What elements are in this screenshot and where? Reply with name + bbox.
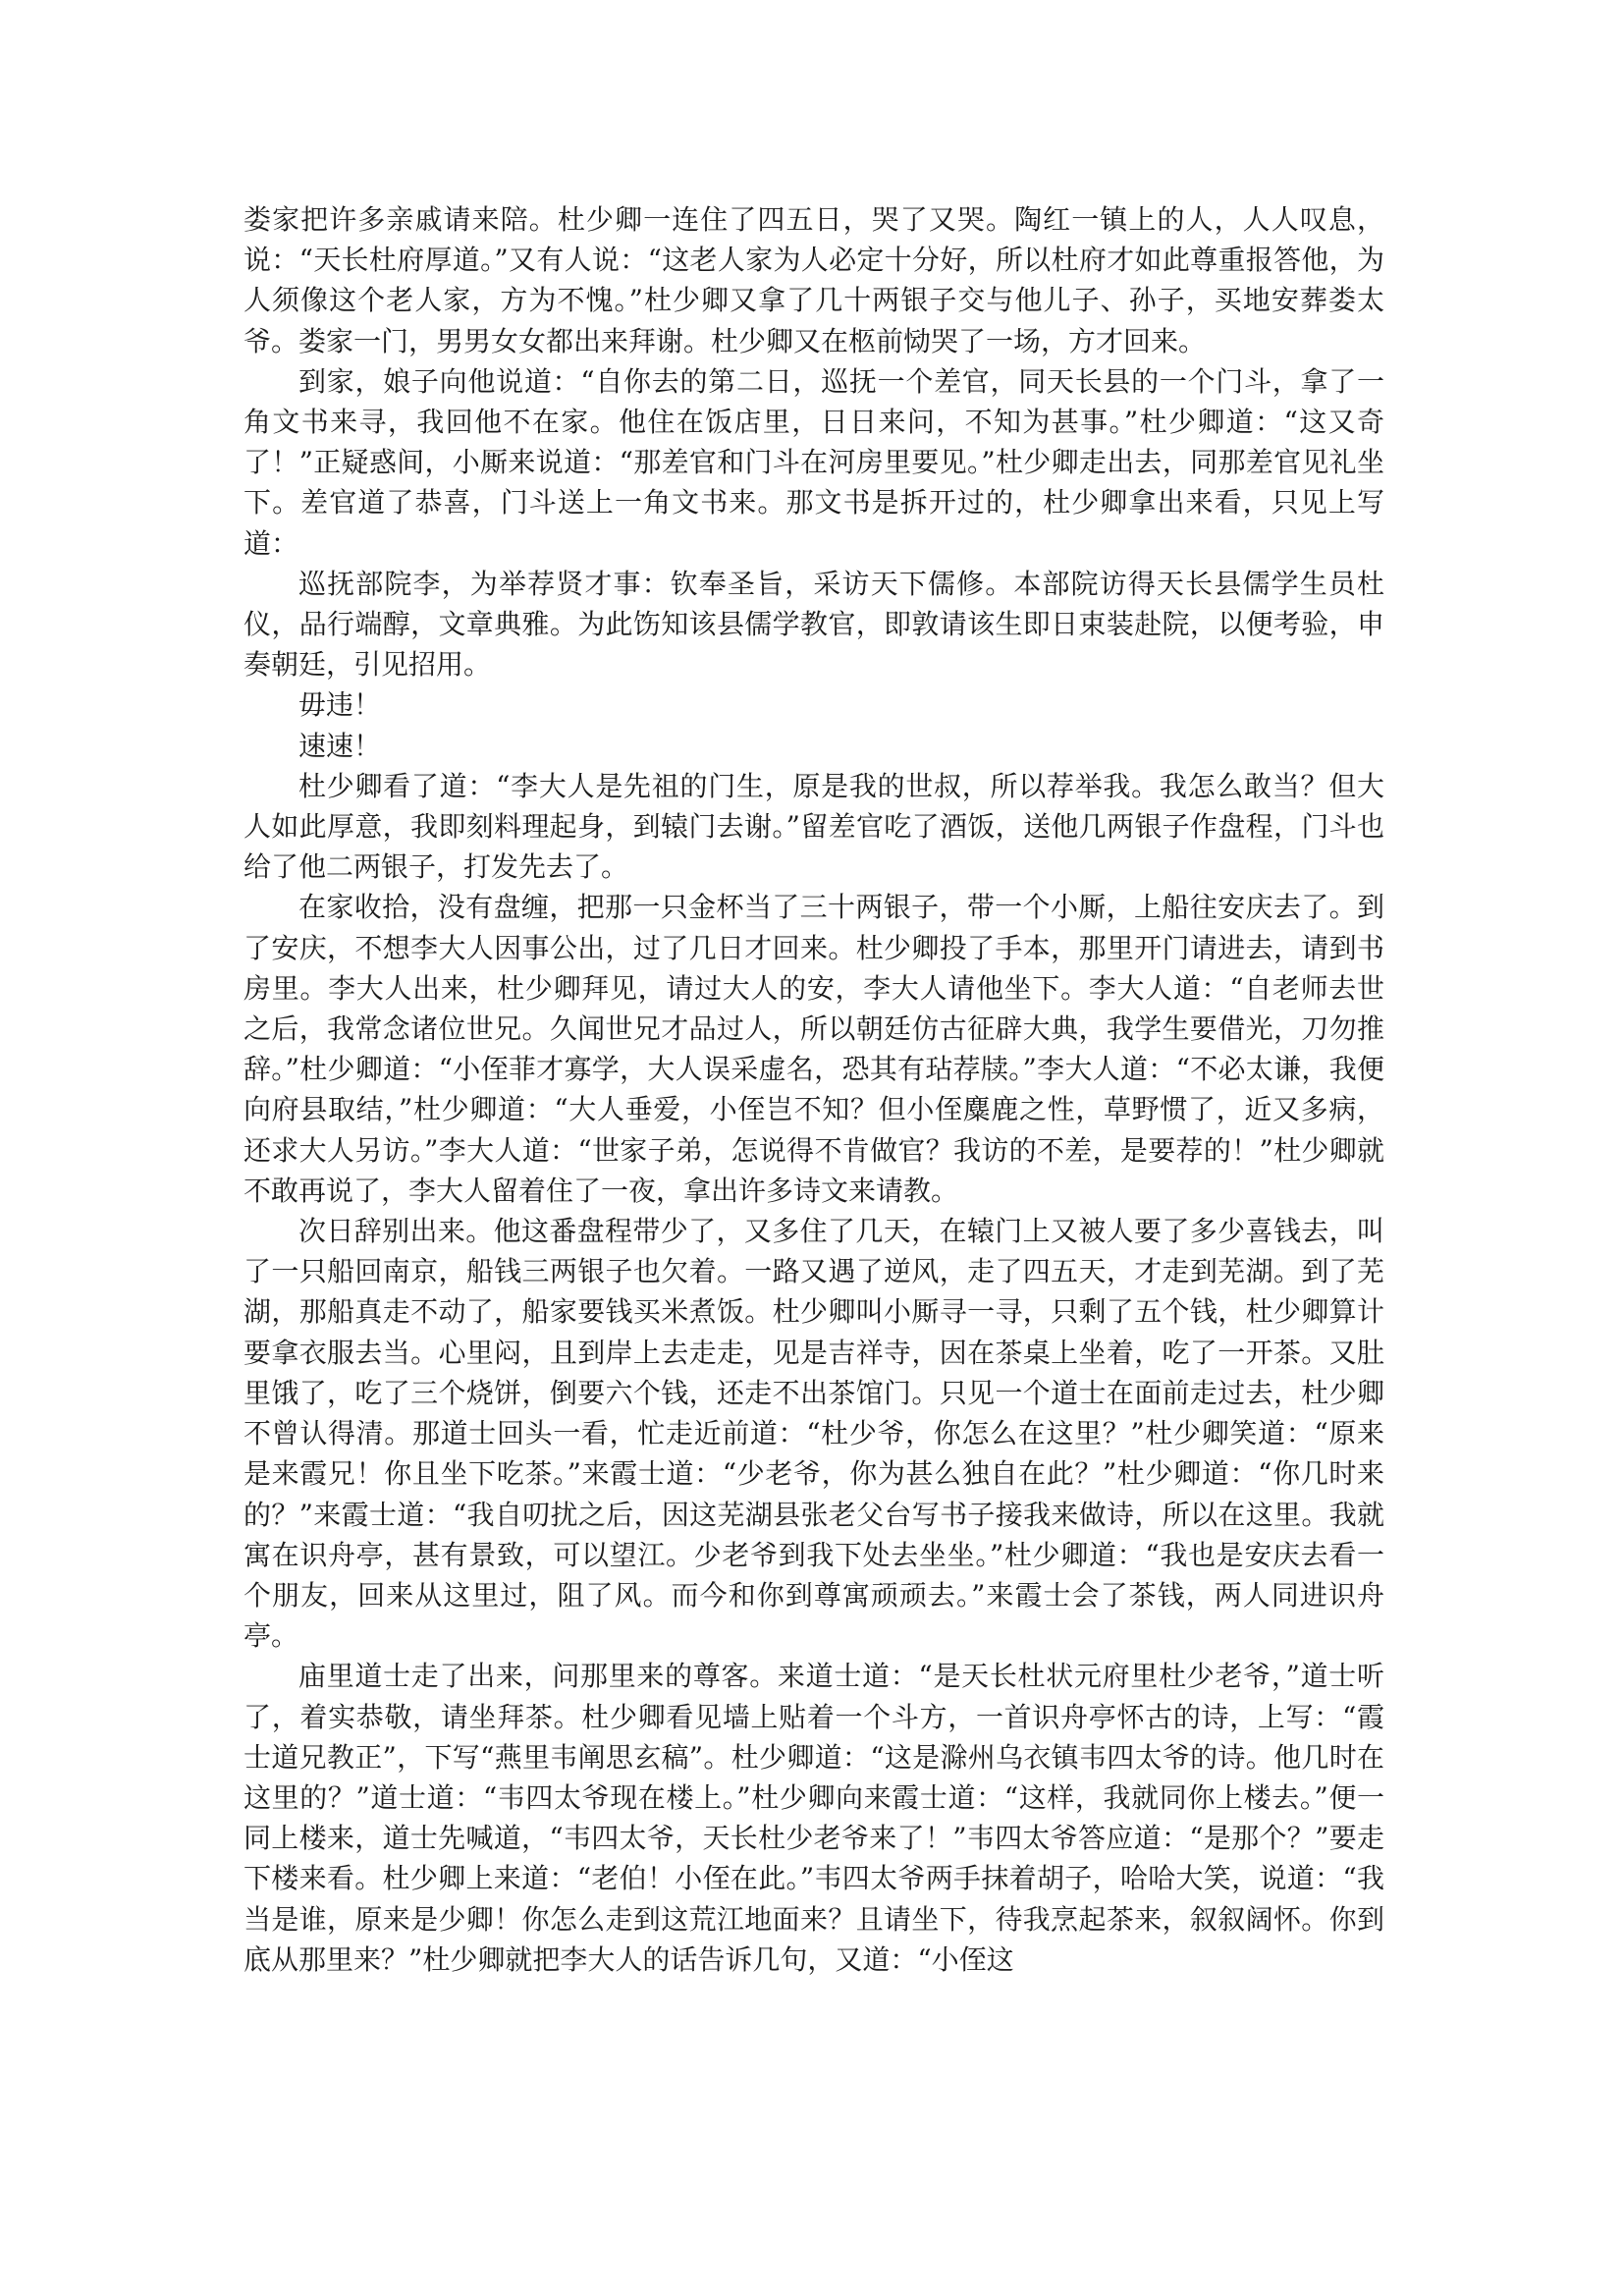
paragraph-8: 次日辞别出来。他这番盘程带少了，又多住了几天，在辕门上又被人要了多少喜钱去，叫了一只船回南京，船钱三两银子也欠着。一路又遇了逆风，走了四五天，才走到芜湖。到了芜湖，那船真走不动了，船家要钱买米煮饭。杜少卿叫小厮寻一寻，只剩了五个钱，杜少卿算计要拿衣服去当。心里闷，且到岸上去走走，见是吉祥寺，因在茶桌上坐着，吃了一开茶。又肚里饿了，吃了三个烧饼，倒要六个钱，还走不出茶馆门。只见一个道士在面前走过去，杜少卿不曾认得清。那道士回头一看，忙走近前道：“杜少爷，你怎么在这里？”杜少卿笑道：“原来是来霞兄！你且坐下吃茶。”来霞士道：“少老爷，你为甚么独自在此？”杜少卿道：“你几时来的？”来霞士道：“我自叨扰之后，因这芜湖县张老父台写书子接我来做诗，所以在这里。我就寓在识舟亭，甚有景致，可以望江。少老爷到我下处去坐坐。”杜少卿道：“我也是安庆去看一个朋友，回来从这里过，阻了风。而今和你到尊寓顽顽去。”来霞士会了茶钱，两人同进识舟亭。	[243, 1215, 1384, 1653]
paragraph-9: 庙里道士走了出来，问那里来的尊客。来道士道：“是天长杜状元府里杜少老爷，”道士听了，着实恭敬，请坐拜茶。杜少卿看见墙上贴着一个斗方，一首识舟亭怀古的诗，上写：“霞士道兄教正”，下写“燕里韦阐思玄稿”。杜少卿道：“这是滁州乌衣镇韦四太爷的诗。他几时在这里的？”道士道：“韦四太爷现在楼上。”杜少卿向来霞士道：“这样，我就同你上楼去。”便一同上楼来，道士先喊道，“韦四太爷，天长杜少老爷来了！”韦四太爷答应道：“是那个？”要走下楼来看。杜少卿上来道：“老伯！小侄在此。”韦四太爷两手抹着胡子，哈哈大笑，说道：“我当是谁，原来是少卿！你怎么走到这荒江地面来？且请坐下，待我烹起茶来，叙叙阔怀。你到底从那里来？”杜少卿就把李大人的话告诉几句，又道：“小侄这	[243, 1660, 1384, 1976]
paragraph-2: 到家，娘子向他说道：“自你去的第二日，巡抚一个差官，同天长县的一个门斗，拿了一角文书来寻，我回他不在家。他住在饭店里，日日来问，不知为甚事。”杜少卿道：“这又奇了！”正疑惑间，小厮来说道：“那差官和门斗在河房里要见。”杜少卿走出去，同那差官见礼坐下。差官道了恭喜，门斗送上一角文书来。那文书是拆开过的，杜少卿拿出来看，只见上写道：	[243, 364, 1384, 560]
paragraph-3-edict: 巡抚部院李，为举荐贤才事：钦奉圣旨，采访天下儒修。本部院访得天长县儒学生员杜仪，品行端醇，文章典雅。为此饬知该县儒学教官，即敦请该生即日束装赴院，以便考验，申奏朝廷，引见招用。	[243, 567, 1384, 682]
paragraph-5: 速速！	[298, 729, 382, 762]
paragraph-7: 在家收拾，没有盘缠，把那一只金杯当了三十两银子，带一个小厮，上船往安庆去了。到了安庆，不想李大人因事公出，过了几日才回来。杜少卿投了手本，那里开门请进去，请到书房里。李大人出来，杜少卿拜见，请过大人的安，李大人请他坐下。李大人道：“自老师去世之后，我常念诸位世兄。久闻世兄才品过人，所以朝廷仿古征辟大典，我学生要借光，刀勿推辞。”杜少卿道：“小侄菲才寡学，大人误采虚名，恐其有玷荐牍。”李大人道：“不必太谦，我便向府县取结，”杜少卿道：“大人垂爱，小侄岂不知？但小侄麋鹿之性，草野惯了，近又多病，还求大人另访。”李大人道：“世家子弟，怎说得不肯做官？我访的不差，是要荐的！”杜少卿就不敢再说了，李大人留着住了一夜，拿出许多诗文来请教。	[243, 891, 1384, 1207]
paragraph-4: 毋违！	[298, 688, 382, 722]
paragraph-1: 娄家把许多亲戚请来陪。杜少卿一连住了四五日，哭了又哭。陶红一镇上的人，人人叹息，说：“天长杜府厚道。”又有人说：“这老人家为人必定十分好，所以杜府才如此尊重报答他，为人须像这个老人家，方为不愧。”杜少卿又拿了几十两银子交与他儿子、孙子，买地安葬娄太爷。娄家一门，男男女女都出来拜谢。杜少卿又在柩前恸哭了一场，方才回来。	[243, 203, 1384, 357]
paragraph-6: 杜少卿看了道：“李大人是先祖的门生，原是我的世叔，所以荐举我。我怎么敢当？但大人如此厚意，我即刻料理起身，到辕门去谢。”留差官吃了酒饭，送他几两银子作盘程，门斗也给了他二两银子，打发先去了。	[243, 769, 1384, 884]
body-text	[243, 199, 1384, 1980]
